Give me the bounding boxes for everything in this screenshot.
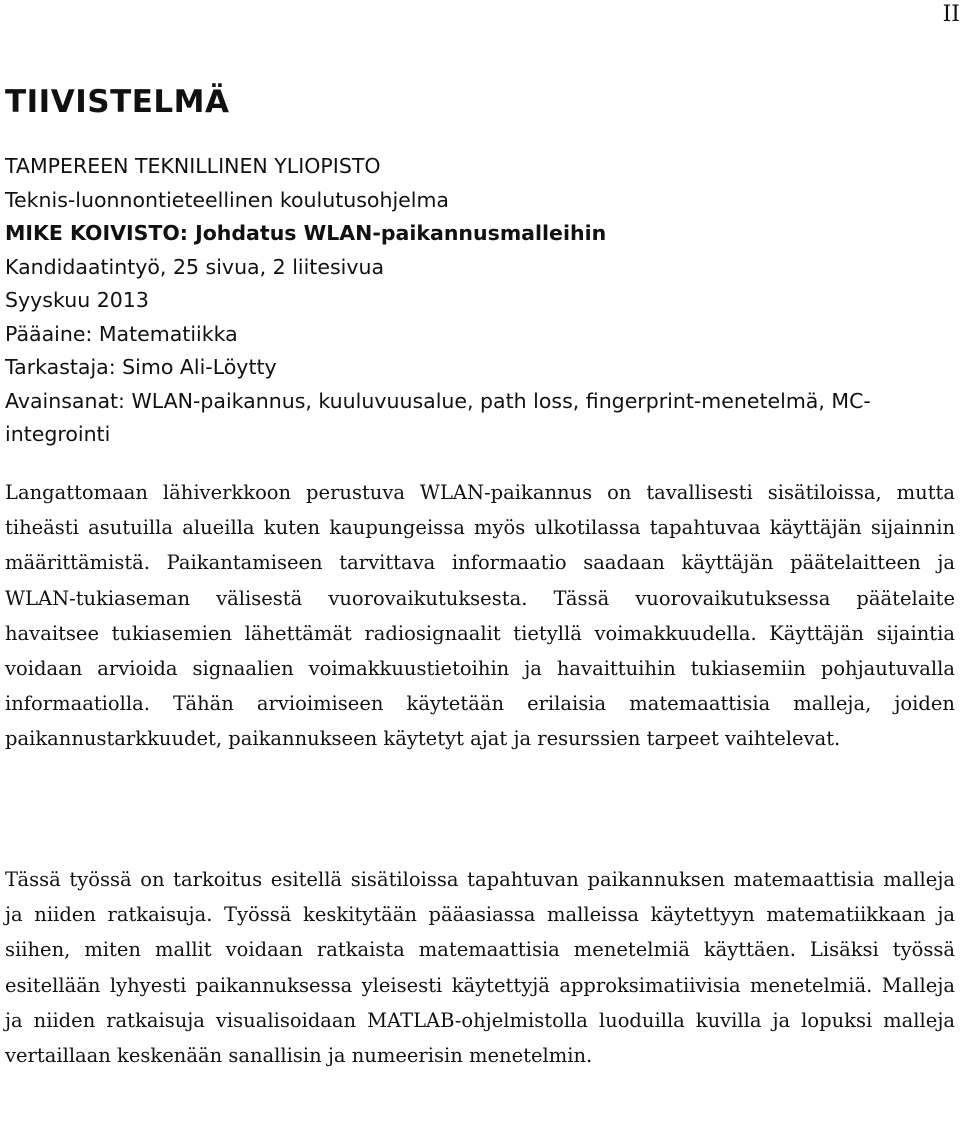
examiner: Tarkastaja: Simo Ali-Löytty (5, 355, 277, 379)
page-number: II (942, 2, 960, 27)
university-name: TAMPEREEN TEKNILLINEN YLIOPISTO (5, 154, 381, 178)
abstract-paragraph-1: Langattomaan lähiverkkoon perustuva WLAN-paikannus on tavallisesti sisätiloissa, mutta tiheästi asutuilla alueilla kuten kaupungeissa myös ulkotilassa tapahtuvaa käyttäjän sijainnin määrittämistä. Paikantamiseen tarvittava informaatio saadaan käyttäjän päätelaitteen ja WLAN-tukiaseman välisestä vuorovaikutuksesta. Tässä vuorovaikutuksessa päätelaite havaitsee tukiasemien lähettämät radiosignaalit tietyllä voimakkuudella. Käyttäjän sijaintia voidaan arvioida signaalien voimakkuustietoihin ja havaittuihin tukiasemiin pohjautuvalla informaatiolla. Tähän arvioimiseen käytetään erilaisia matemaattisia malleja, joiden paikannustarkkuudet, paikannukseen käytetyt ajat ja resurssien tarpeet vaihtelevat. (5, 481, 955, 751)
author-and-thesis-title: MIKE KOIVISTO: Johdatus WLAN-paikannusmalleihin (5, 221, 607, 245)
thesis-date: Syyskuu 2013 (5, 288, 149, 312)
degree-programme: Teknis-luonnontieteellinen koulutusohjelma (5, 187, 449, 212)
thesis-info: Kandidaatintyö, 25 sivua, 2 liitesivua (5, 254, 385, 279)
thesis-metadata (5, 150, 955, 452)
abstract-paragraph-2: Tässä työssä on tarkoitus esitellä sisätiloissa tapahtuvan paikannuksen matemaattisia malleja ja niiden ratkaisuja. Työssä keskitytään pääasiassa malleissa käytettyyn matematiikkaan ja siihen, miten mallit voidaan ratkaista matemaattisia menetelmiä käyttäen. Lisäksi työssä esitellään lyhyesti paikannuksessa yleisesti käytettyjä approksimatiivisia menetelmiä. Malleja ja niiden ratkaisuja visualisoidaan MATLAB-ohjelmistolla luoduilla kuvilla ja lopuksi malleja vertaillaan keskenään sanallisin ja numeerisin menetelmin. (5, 868, 955, 1068)
keywords: Avainsanat: WLAN-paikannus, kuuluvuusalue, path loss, fingerprint-menetelmä, MC-integrointi (5, 388, 871, 446)
page-title: TIIVISTELMÄ (5, 84, 230, 120)
major-subject: Pääaine: Matematiikka (5, 321, 238, 346)
